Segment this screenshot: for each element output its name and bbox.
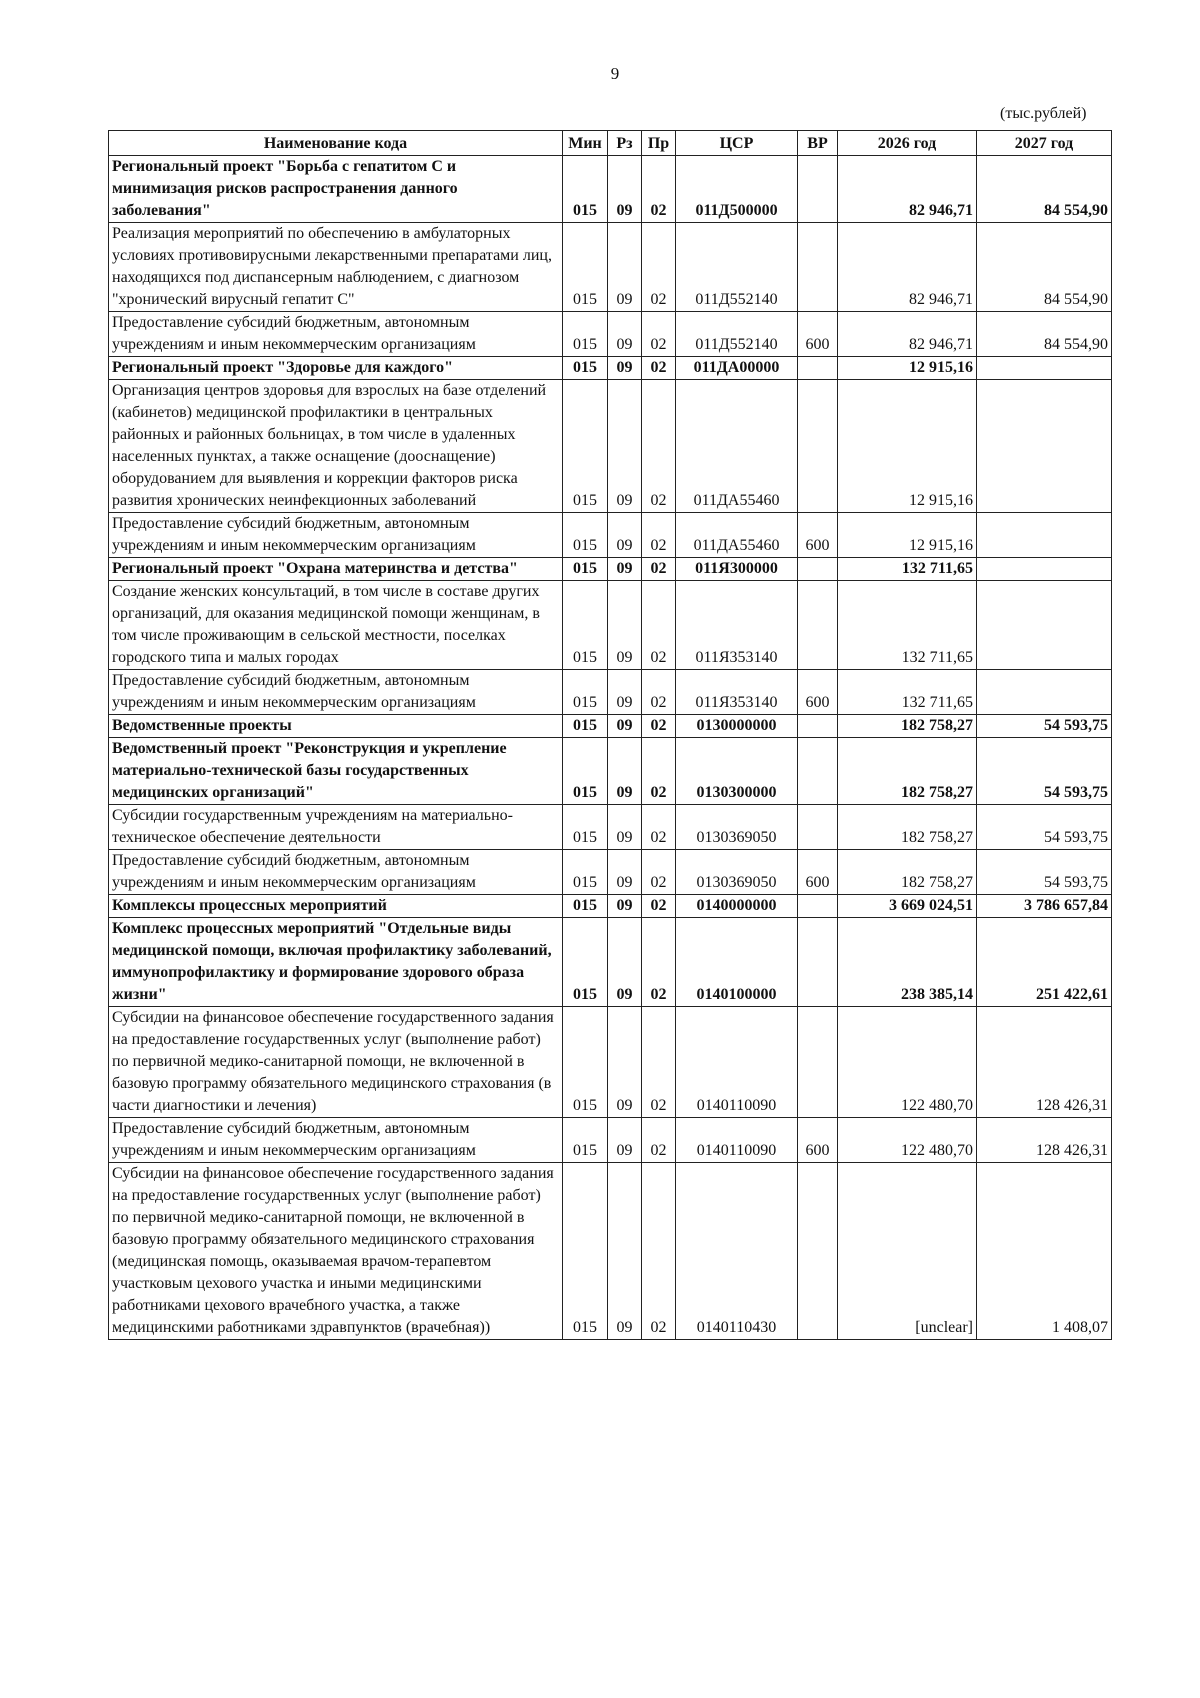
page-number: 9 [610, 64, 620, 83]
cell-pr: 02 [642, 223, 676, 312]
table-row [109, 380, 1112, 513]
cell-rz: 09 [608, 312, 642, 357]
cell-name: Предоставление субсидий бюджетным, автономным учреждениям и иным некоммерческим организациям [109, 670, 563, 715]
cell-min: 015 [563, 1007, 608, 1118]
cell-rz: 09 [608, 715, 642, 738]
cell-vr [798, 715, 838, 738]
cell-pr: 02 [642, 895, 676, 918]
cell-csr: 011Я300000 [676, 558, 798, 581]
cell-rz: 09 [608, 357, 642, 380]
cell-name: Создание женских консультаций, в том числе в составе других организаций, для оказания медицинской помощи женщинам, в том числе проживающим в сельской местности, поселках городского типа и малых городах [109, 581, 563, 670]
cell-name: Предоставление субсидий бюджетным, автономным учреждениям и иным некоммерческим организациям [109, 513, 563, 558]
table-row [109, 895, 1112, 918]
cell-rz: 09 [608, 513, 642, 558]
header-name: Наименование кода [109, 131, 563, 156]
table-row [109, 1118, 1112, 1163]
cell-csr: 0140110090 [676, 1007, 798, 1118]
table-row [109, 670, 1112, 715]
cell-min: 015 [563, 312, 608, 357]
table-row [109, 357, 1112, 380]
cell-vr: 600 [798, 312, 838, 357]
cell-min: 015 [563, 581, 608, 670]
cell-min: 015 [563, 918, 608, 1007]
cell-2027: 84 554,90 [977, 156, 1112, 223]
cell-min: 015 [563, 1118, 608, 1163]
cell-min: 015 [563, 895, 608, 918]
cell-pr: 02 [642, 513, 676, 558]
cell-rz: 09 [608, 670, 642, 715]
table-row [109, 1007, 1112, 1118]
cell-csr: 011Я353140 [676, 581, 798, 670]
cell-min: 015 [563, 1163, 608, 1340]
cell-csr: 0130000000 [676, 715, 798, 738]
header-vr: ВР [798, 131, 838, 156]
cell-csr: 0130300000 [676, 738, 798, 805]
cell-csr: 0130369050 [676, 805, 798, 850]
table-row [109, 156, 1112, 223]
cell-min: 015 [563, 738, 608, 805]
cell-2027: 3 786 657,84 [977, 895, 1112, 918]
cell-csr: 011Д552140 [676, 312, 798, 357]
cell-csr: 011ДА55460 [676, 380, 798, 513]
cell-2027: 128 426,31 [977, 1118, 1112, 1163]
cell-name: Субсидии на финансовое обеспечение государственного задания на предоставление государственных услуг (выполнение работ) по первичной медико-санитарной помощи, не включенной в базовую программу обязательного медицинского страхования (медицинская помощь, оказываемая врачом-терапевтом участковым цехового участка и иными медицинскими работниками цехового врачебного участка, а также медицинскими работниками здравпунктов (врачебная)) [109, 1163, 563, 1340]
cell-name: Предоставление субсидий бюджетным, автономным учреждениям и иным некоммерческим организациям [109, 1118, 563, 1163]
table-body [109, 156, 1112, 1340]
cell-2027 [977, 670, 1112, 715]
table-row [109, 558, 1112, 581]
cell-2027 [977, 558, 1112, 581]
cell-name: Предоставление субсидий бюджетным, автономным учреждениям и иным некоммерческим организациям [109, 312, 563, 357]
cell-min: 015 [563, 223, 608, 312]
table-row [109, 1163, 1112, 1340]
cell-2027: 1 408,07 [977, 1163, 1112, 1340]
cell-rz: 09 [608, 558, 642, 581]
cell-pr: 02 [642, 558, 676, 581]
cell-2026: 12 915,16 [838, 357, 977, 380]
cell-min: 015 [563, 670, 608, 715]
cell-2026: [unclear] [838, 1163, 977, 1340]
cell-rz: 09 [608, 738, 642, 805]
cell-rz: 09 [608, 805, 642, 850]
table-row [109, 223, 1112, 312]
header-rz: Рз [608, 131, 642, 156]
cell-vr [798, 380, 838, 513]
cell-min: 015 [563, 805, 608, 850]
cell-2026: 82 946,71 [838, 312, 977, 357]
cell-2026: 182 758,27 [838, 805, 977, 850]
cell-name: Организация центров здоровья для взрослых на базе отделений (кабинетов) медицинской профилактики в центральных районных и районных больницах, в том числе в удаленных населенных пунктах, а также оснащение (дооснащение) оборудованием для выявления и коррекции факторов риска развития хронических неинфекционных заболеваний [109, 380, 563, 513]
cell-csr: 0140110090 [676, 1118, 798, 1163]
cell-vr [798, 223, 838, 312]
cell-pr: 02 [642, 357, 676, 380]
cell-min: 015 [563, 357, 608, 380]
cell-rz: 09 [608, 1007, 642, 1118]
cell-2027: 54 593,75 [977, 850, 1112, 895]
cell-name: Региональный проект "Здоровье для каждого" [109, 357, 563, 380]
cell-vr [798, 1007, 838, 1118]
header-pr: Пр [642, 131, 676, 156]
cell-vr [798, 895, 838, 918]
cell-vr [798, 581, 838, 670]
table-row [109, 312, 1112, 357]
header-csr: ЦСР [676, 131, 798, 156]
cell-vr: 600 [798, 1118, 838, 1163]
cell-vr [798, 156, 838, 223]
cell-2026: 12 915,16 [838, 380, 977, 513]
table-row [109, 918, 1112, 1007]
cell-2027 [977, 357, 1112, 380]
cell-name: Ведомственный проект "Реконструкция и укрепление материально-технической базы государственных медицинских организаций" [109, 738, 563, 805]
cell-name: Региональный проект "Борьба с гепатитом С и минимизация рисков распространения данного заболевания" [109, 156, 563, 223]
cell-pr: 02 [642, 312, 676, 357]
cell-min: 015 [563, 558, 608, 581]
cell-2026: 122 480,70 [838, 1118, 977, 1163]
table-row [109, 850, 1112, 895]
table-row [109, 715, 1112, 738]
cell-2026: 132 711,65 [838, 581, 977, 670]
cell-name: Реализация мероприятий по обеспечению в амбулаторных условиях противовирусными лекарственными препаратами лиц, находящихся под диспансерным наблюдением, с диагнозом "хронический вирусный гепатит С" [109, 223, 563, 312]
header-2026: 2026 год [838, 131, 977, 156]
cell-rz: 09 [608, 156, 642, 223]
cell-pr: 02 [642, 1118, 676, 1163]
cell-2026: 182 758,27 [838, 738, 977, 805]
cell-rz: 09 [608, 223, 642, 312]
cell-csr: 011Д500000 [676, 156, 798, 223]
cell-2026: 82 946,71 [838, 156, 977, 223]
table-row [109, 738, 1112, 805]
cell-2027: 54 593,75 [977, 715, 1112, 738]
budget-table [108, 130, 1112, 1340]
cell-2026: 132 711,65 [838, 558, 977, 581]
cell-2027: 84 554,90 [977, 223, 1112, 312]
cell-2026: 3 669 024,51 [838, 895, 977, 918]
cell-name: Региональный проект "Охрана материнства и детства" [109, 558, 563, 581]
cell-rz: 09 [608, 1163, 642, 1340]
cell-min: 015 [563, 380, 608, 513]
units-label: (тыс.рублей) [1000, 105, 1087, 122]
cell-rz: 09 [608, 1118, 642, 1163]
cell-pr: 02 [642, 156, 676, 223]
cell-name: Субсидии государственным учреждениям на материально-техническое обеспечение деятельности [109, 805, 563, 850]
cell-pr: 02 [642, 380, 676, 513]
cell-pr: 02 [642, 805, 676, 850]
cell-vr [798, 738, 838, 805]
cell-vr: 600 [798, 670, 838, 715]
cell-pr: 02 [642, 918, 676, 1007]
cell-2026: 12 915,16 [838, 513, 977, 558]
cell-name: Субсидии на финансовое обеспечение государственного задания на предоставление государственных услуг (выполнение работ) по первичной медико-санитарной помощи, не включенной в базовую программу обязательного медицинского страхования (в части диагностики и лечения) [109, 1007, 563, 1118]
cell-pr: 02 [642, 1163, 676, 1340]
table-row [109, 513, 1112, 558]
cell-rz: 09 [608, 850, 642, 895]
cell-2027 [977, 380, 1112, 513]
cell-pr: 02 [642, 581, 676, 670]
cell-name: Комплексы процессных мероприятий [109, 895, 563, 918]
cell-csr: 011Д552140 [676, 223, 798, 312]
cell-csr: 011ДА00000 [676, 357, 798, 380]
cell-min: 015 [563, 715, 608, 738]
cell-pr: 02 [642, 715, 676, 738]
header-2027: 2027 год [977, 131, 1112, 156]
cell-2026: 238 385,14 [838, 918, 977, 1007]
table-row [109, 581, 1112, 670]
cell-vr [798, 1163, 838, 1340]
cell-2027 [977, 513, 1112, 558]
cell-2026: 182 758,27 [838, 715, 977, 738]
cell-csr: 011Я353140 [676, 670, 798, 715]
cell-vr: 600 [798, 850, 838, 895]
cell-2026: 182 758,27 [838, 850, 977, 895]
cell-rz: 09 [608, 895, 642, 918]
cell-2027: 54 593,75 [977, 805, 1112, 850]
cell-min: 015 [563, 513, 608, 558]
cell-csr: 0140000000 [676, 895, 798, 918]
cell-pr: 02 [642, 850, 676, 895]
cell-vr [798, 805, 838, 850]
cell-2027 [977, 581, 1112, 670]
cell-2027: 54 593,75 [977, 738, 1112, 805]
cell-2027: 128 426,31 [977, 1007, 1112, 1118]
cell-2026: 82 946,71 [838, 223, 977, 312]
cell-pr: 02 [642, 1007, 676, 1118]
cell-vr [798, 357, 838, 380]
cell-2026: 132 711,65 [838, 670, 977, 715]
cell-name: Комплекс процессных мероприятий "Отдельные виды медицинской помощи, включая профилактику заболеваний, иммунопрофилактику и формирование здорового образа жизни" [109, 918, 563, 1007]
table-row [109, 805, 1112, 850]
cell-2027: 84 554,90 [977, 312, 1112, 357]
cell-csr: 0130369050 [676, 850, 798, 895]
cell-csr: 0140100000 [676, 918, 798, 1007]
cell-vr [798, 558, 838, 581]
cell-pr: 02 [642, 738, 676, 805]
cell-vr [798, 918, 838, 1007]
cell-min: 015 [563, 156, 608, 223]
cell-rz: 09 [608, 581, 642, 670]
cell-csr: 0140110430 [676, 1163, 798, 1340]
cell-name: Ведомственные проекты [109, 715, 563, 738]
cell-rz: 09 [608, 918, 642, 1007]
table-header-row [109, 131, 1112, 156]
header-min: Мин [563, 131, 608, 156]
cell-pr: 02 [642, 670, 676, 715]
cell-csr: 011ДА55460 [676, 513, 798, 558]
cell-vr: 600 [798, 513, 838, 558]
cell-rz: 09 [608, 380, 642, 513]
cell-2026: 122 480,70 [838, 1007, 977, 1118]
cell-name: Предоставление субсидий бюджетным, автономным учреждениям и иным некоммерческим организациям [109, 850, 563, 895]
cell-min: 015 [563, 850, 608, 895]
cell-2027: 251 422,61 [977, 918, 1112, 1007]
